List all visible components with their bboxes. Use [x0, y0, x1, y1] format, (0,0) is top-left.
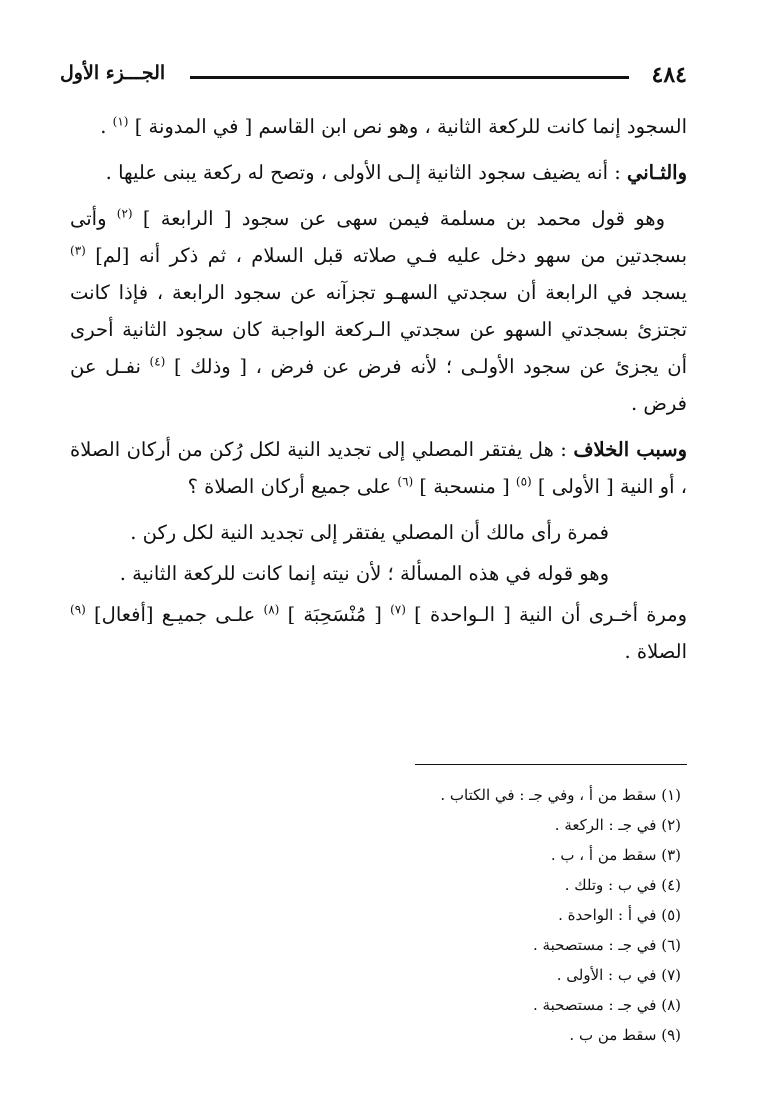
paragraph-text: على جميع أركان الصلاة ؟: [187, 475, 392, 498]
paragraph-5: [70, 514, 687, 551]
footnote-separator: [415, 764, 687, 765]
paragraph-2: [70, 154, 687, 191]
footnote-ref-9: (٩): [70, 602, 86, 617]
footnote-6: (٦) في جـ : مستصحبة .: [533, 936, 681, 954]
footnote-1: (١) سقط من أ ، وفي جـ : في الكتاب .: [440, 786, 681, 804]
paragraph-text: السجود إنما كانت للركعة الثانية ، وهو نص ابن القاسم [ في المدونة ]: [134, 115, 687, 138]
paragraph-text: : هل يفتقر المصلي إلى تجديد النية لكل رُكن من أركان الصلاة ، أو النية [ الأولى ]: [70, 438, 687, 498]
footnote-ref-4: (٤): [149, 354, 166, 369]
header-rule: [190, 76, 629, 79]
paragraph-text: وهو قوله في هذه المسألة ؛ لأن نيته إنما كانت للركعة الثانية .: [119, 562, 609, 585]
footnote-4: (٤) في ب : وتلك .: [564, 876, 681, 894]
paragraph-4: [70, 431, 687, 505]
paragraph-1: [70, 108, 687, 145]
footnote-7: (٧) في ب : الأولى .: [556, 966, 681, 984]
paragraph-text: الصلاة .: [624, 640, 687, 663]
paragraph-7: [70, 596, 687, 670]
paragraph-6: [70, 555, 687, 592]
paragraph-lead: والثـاني: [627, 161, 687, 184]
paragraph-text: يسجد في الرابعة أن سجدتي السهـو تجزآنه عن سجود الرابعة ، فإذا كانت تجتزئ بسجدتي السهو عن سجدتي الـركعة الواجبة كان سجود الثانية أحرى أن يجزئ عن سجود الأولـى ؛ لأنه فرض عن فرض ، [ وذلك ]: [70, 281, 688, 378]
paragraph-text: وهو قول محمد بن مسلمة فيمن سهى عن سجود [ الرابعة ]: [142, 207, 666, 230]
footnote-9: (٩) سقط من ب .: [569, 1026, 681, 1044]
paragraph-tail: .: [100, 115, 107, 138]
footnote-ref-1: (١): [112, 114, 129, 129]
footnote-ref-2: (٢): [116, 206, 133, 221]
paragraph-text: [ منسحبة ]: [419, 475, 510, 498]
footnote-ref-5: (٥): [515, 474, 532, 489]
paragraph-text: علـى جميـع [أفعال]: [94, 603, 256, 626]
running-title: الجـــزء الأول: [60, 62, 166, 84]
page-number: ٤٨٤: [651, 62, 687, 88]
footnote-3: (٣) سقط من أ ، ب .: [550, 846, 681, 864]
footnote-ref-6: (٦): [397, 474, 414, 489]
footnote-ref-7: (٧): [390, 602, 406, 617]
paragraph-3: [70, 200, 687, 422]
page-header: [60, 58, 687, 92]
paragraph-text: وأتى بسجدتين من سهو دخل عليه فـي صلاته قبل السلام ، ثم ذكر أنه [لم]: [70, 207, 687, 267]
footnote-ref-8: (٨): [263, 602, 280, 617]
footnote-ref-3: (٣): [70, 243, 86, 258]
footnotes-list: [200, 780, 681, 1050]
paragraph-text: : أنه يضيف سجود الثانية إلـى الأولى ، وتصح له ركعة يبنى عليها .: [105, 161, 621, 184]
footnote-2: (٢) في جـ : الركعة .: [554, 816, 681, 834]
paragraph-text: نفـل عن فرض .: [70, 355, 687, 415]
footnote-5: (٥) في أ : الواحدة .: [558, 906, 681, 924]
main-text: [70, 108, 687, 679]
paragraph-text: فمرة رأى مالك أن المصلي يفتقر إلى تجديد النية لكل ركن .: [130, 521, 609, 544]
footnote-8: (٨) في جـ : مستصحبة .: [533, 996, 681, 1014]
paragraph-text: [ مُنْسَحِبَة ]: [287, 603, 382, 626]
paragraph-lead: وسبب الخلاف: [573, 438, 687, 461]
paragraph-text: ومرة أخـرى أن النية [ الـواحدة ]: [414, 603, 688, 626]
